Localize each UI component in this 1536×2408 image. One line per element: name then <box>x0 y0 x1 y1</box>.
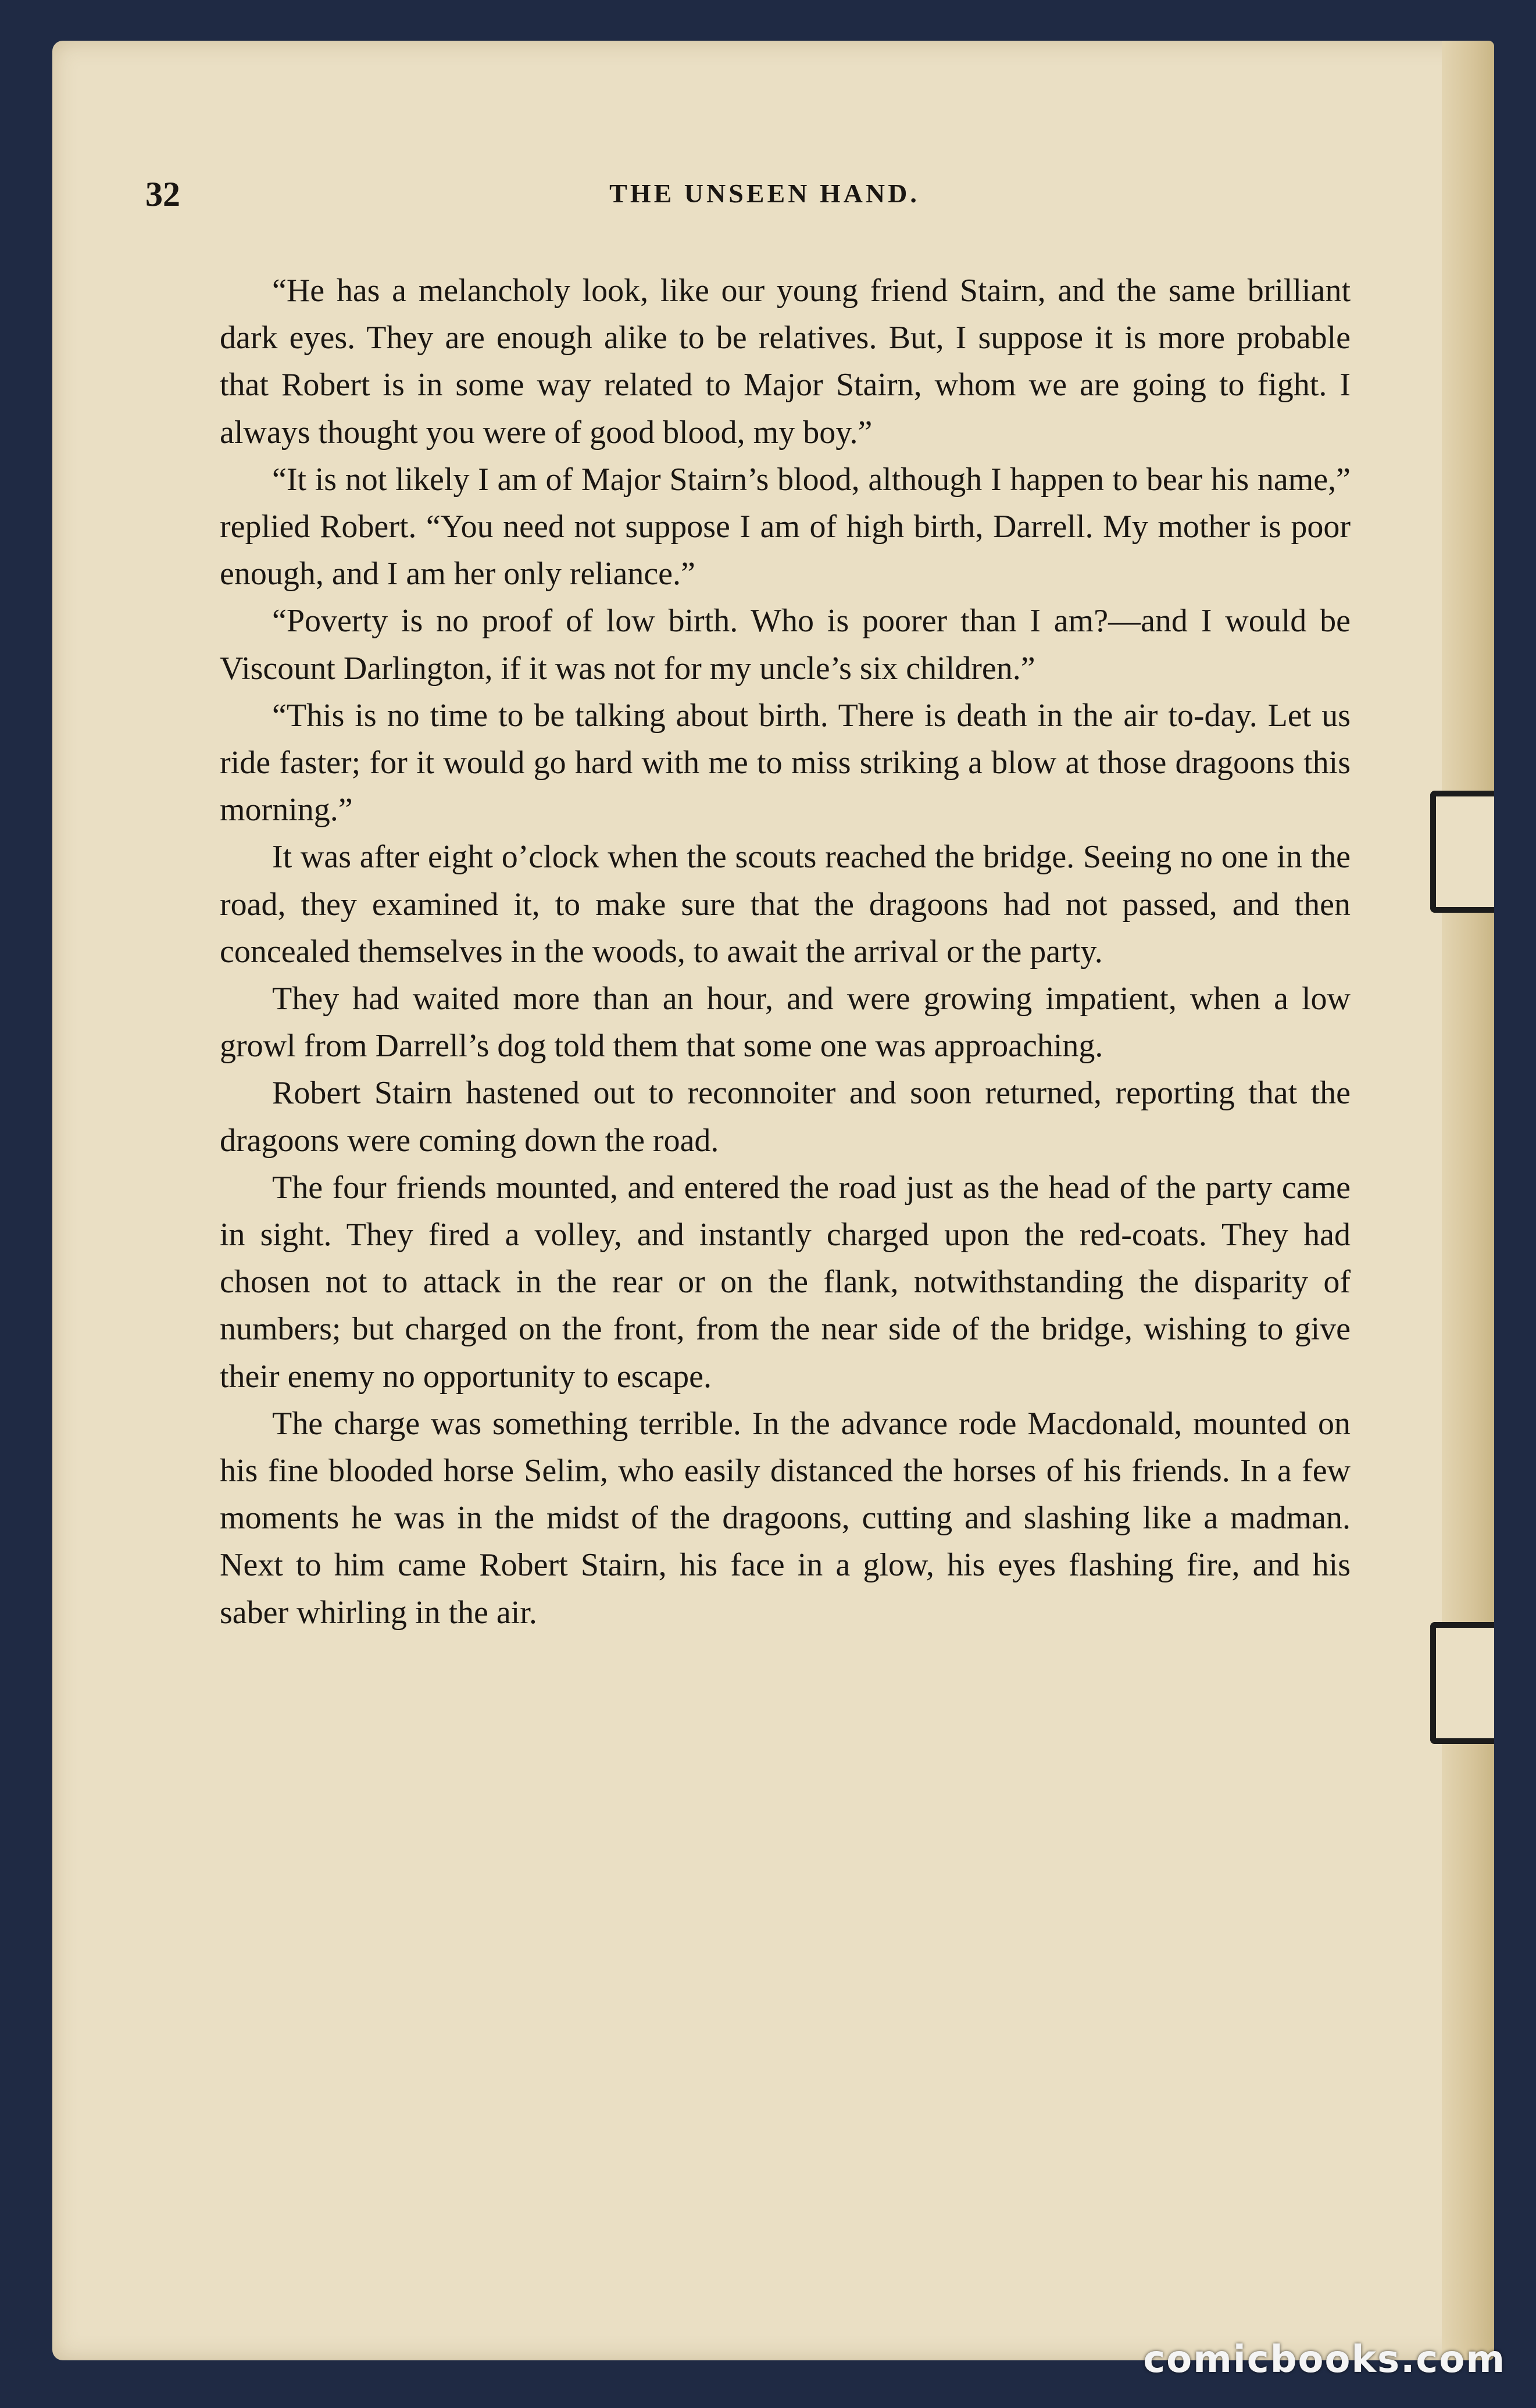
paragraph: “It is not likely I am of Major Stairn’s blood, although I happen to bear his name,” replied Robert. “You need not suppose I am of high birth, Darrell. My mother is poor enough, and I am her only reliance.” <box>220 461 1351 592</box>
watermark: comicbooks.com <box>1143 2338 1506 2381</box>
paragraph: They had waited more than an hour, and were growing impatient, when a low growl from Darrell’s dog told them that some one was approaching. <box>220 981 1351 1064</box>
paragraph: “He has a melancholy look, like our young friend Stairn, and the same brilliant dark eyes. They are enough alike to be relatives. But, I suppose it is more probable that Robert is in some way related to Major Stairn, whom we are going to fight. I always thought you were of good blood, my boy.” <box>220 273 1351 451</box>
page-header <box>145 174 1384 227</box>
body-text <box>220 267 1351 1637</box>
paragraph: It was after eight o’clock when the scouts reached the bridge. Seeing no one in the road, they examined it, to make sure that the dragoons had not passed, and then concealed themselves in the woods, to await the arrival or the party. <box>220 839 1351 970</box>
paragraph: “This is no time to be talking about birth. There is death in the air to-day. Let us ride faster; for it would go hard with me to miss striking a blow at those dragoons this morning.” <box>220 697 1351 828</box>
page-number: 32 <box>145 175 180 213</box>
paragraph: The four friends mounted, and entered the road just as the head of the party came in sight. They fired a volley, and instantly charged upon the red-coats. They had chosen not to attack in the rear or on the flank, notwithstanding the disparity of numbers; but charged on the front, from the near side of the bridge, wishing to give their enemy no opportunity to escape. <box>220 1169 1351 1395</box>
paragraph: The charge was something terrible. In the advance rode Macdonald, mounted on his fine blooded horse Selim, who easily distanced the horses of his friends. In a few moments he was in the midst of the dragoons, cutting and slashing like a madman. Next to him came Robert Stairn, his face in a glow, his eyes flashing fire, and his saber whirling in the air. <box>220 1405 1351 1631</box>
running-head: THE UNSEEN HAND. <box>609 178 920 208</box>
binding-staple <box>1430 1622 1494 1744</box>
paragraph: Robert Stairn hastened out to reconnoiter and soon returned, reporting that the dragoons were coming down the road. <box>220 1075 1351 1159</box>
paragraph: “Poverty is no proof of low birth. Who is poorer than I am?—and I would be Viscount Darlington, if it was not for my uncle’s six children.” <box>220 603 1351 687</box>
binding-staple <box>1430 791 1494 913</box>
book-spine-edge <box>1442 41 1494 2360</box>
